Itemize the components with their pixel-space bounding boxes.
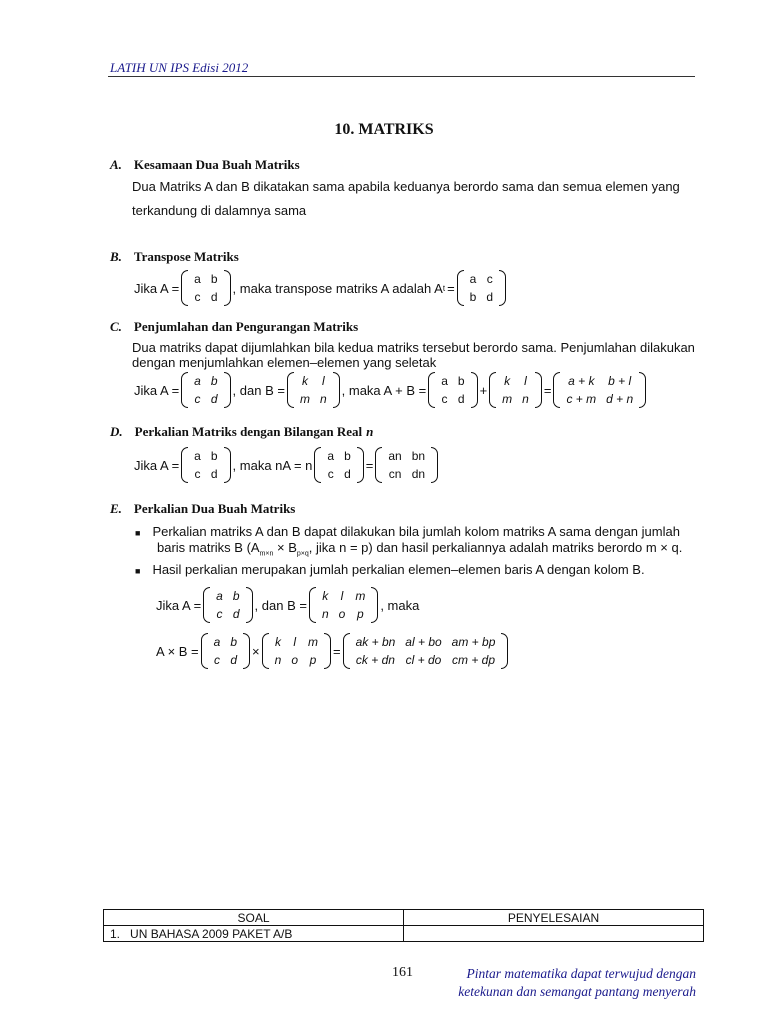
- matrix-cell: a: [194, 272, 201, 286]
- matrix-cell: d: [230, 653, 238, 667]
- matrix: [489, 372, 542, 408]
- matrix-cell: b: [469, 290, 477, 304]
- matrix-cell: d: [457, 392, 465, 406]
- matrix-cell: m: [299, 392, 310, 406]
- matrix-cell: m: [308, 635, 318, 649]
- table-row: [104, 926, 704, 942]
- page-title: 10. MATRIKS: [334, 121, 434, 138]
- matrix: [553, 372, 646, 408]
- matrix-cell: c: [216, 607, 223, 621]
- matrix: [314, 447, 363, 483]
- matrix: [428, 372, 477, 408]
- matrix-cell: c: [214, 653, 220, 667]
- matrix: [309, 587, 378, 623]
- matrix-cell: cl + do: [405, 653, 442, 667]
- matrix-cell: d: [210, 467, 218, 481]
- matrix-cell: b: [232, 589, 240, 603]
- matrix-cell: o: [338, 607, 346, 621]
- matrix-cell: o: [291, 653, 298, 667]
- matrix-cell: cn: [388, 467, 402, 481]
- matrix-cell: b: [457, 374, 465, 388]
- section-d-heading: [110, 423, 373, 441]
- running-header: LATIH UN IPS Edisi 2012: [110, 60, 249, 75]
- matrix: [201, 633, 250, 669]
- matrix-cell: k: [274, 635, 281, 649]
- matrix: [203, 587, 252, 623]
- matrix: [181, 372, 230, 408]
- section-c-text-2: dengan menjumlahkan elemen–elemen yang seletak: [132, 355, 437, 370]
- matrix-cell: n: [522, 392, 529, 406]
- row-text: UN BAHASA 2009 PAKET A/B: [130, 926, 293, 941]
- section-a-text-2: terkandung di dalamnya sama: [132, 203, 307, 218]
- bullet-icon: ■: [135, 528, 141, 538]
- bullet-item: [135, 524, 680, 539]
- matrix: [343, 633, 509, 669]
- row-number: 1.: [110, 926, 121, 941]
- bullet-text: × B: [273, 540, 297, 555]
- matrix-cell: n: [274, 653, 282, 667]
- section-title: Penjumlahan dan Pengurangan Matriks: [133, 319, 359, 334]
- matrix: [181, 270, 230, 306]
- section-title-variable: n: [366, 424, 374, 439]
- section-c-heading: [110, 318, 358, 336]
- column-header-soal: SOAL: [104, 910, 404, 926]
- bullet-icon: ■: [135, 566, 141, 576]
- matrix-cell: c: [194, 290, 201, 304]
- matrix-cell: dn: [411, 467, 426, 481]
- bullet-text: baris matriks B (A: [157, 540, 260, 555]
- transpose-formula: [132, 270, 506, 306]
- section-c-text-1: Dua matriks dapat dijumlahkan bila kedua matriks tersebut berordo sama. Penjumlahan dilakukan: [132, 340, 695, 355]
- matrix-cell: n: [319, 392, 327, 406]
- matrix-cell: d: [486, 290, 494, 304]
- matrix-cell: d + n: [606, 392, 634, 406]
- matrix-cell: an: [388, 449, 402, 463]
- matrix-cell: b: [210, 374, 218, 388]
- matrix-cell: a: [216, 589, 223, 603]
- soal-table: [103, 909, 704, 942]
- matrix-cell: b: [230, 635, 238, 649]
- matrix-cell: d: [210, 392, 218, 406]
- table-cell: [104, 926, 404, 942]
- equals-sign: =: [365, 457, 374, 473]
- matrix-cell: bn: [411, 449, 426, 463]
- equals-sign: =: [333, 643, 341, 659]
- matrix-cell: l: [321, 374, 325, 388]
- times-sign: ×: [252, 643, 260, 659]
- formula-text: , maka transpose matriks A adalah A: [232, 280, 443, 296]
- table-header-row: [104, 910, 704, 926]
- bullet-text: Hasil perkalian merupakan jumlah perkalian elemen–elemen baris A dengan kolom B.: [152, 562, 645, 577]
- formula-text: Jika A =: [134, 280, 180, 296]
- matrix-cell: l: [524, 374, 527, 388]
- matrix-cell: d: [210, 290, 218, 304]
- page-number: 161: [392, 965, 413, 980]
- section-letter: E.: [110, 501, 122, 516]
- matrix-cell: a + k: [568, 374, 595, 388]
- matrix-cell: ak + bn: [355, 635, 396, 649]
- matrix-cell: m: [502, 392, 513, 406]
- matrix-cell: ck + dn: [355, 653, 395, 667]
- matrix-cell: p: [356, 607, 364, 621]
- matrix: [287, 372, 340, 408]
- matrix-cell: p: [309, 653, 317, 667]
- matrix-cell: c: [194, 467, 201, 481]
- footer-line: Pintar matematika dapat terwujud dengan: [466, 966, 696, 981]
- matrix-cell: c + m: [566, 392, 597, 406]
- matrix-cell: a: [441, 374, 448, 388]
- header-rule: [108, 76, 695, 77]
- column-header-penyelesaian: PENYELESAIAN: [404, 910, 704, 926]
- subscript: m×n: [259, 550, 274, 558]
- matrix-cell: b + l: [608, 374, 632, 388]
- footer-motto: [428, 965, 696, 1001]
- addition-formula: [132, 372, 646, 408]
- matrix-cell: d: [232, 607, 240, 621]
- section-a-text-1: Dua Matriks A dan B dikatakan sama apabila keduanya berordo sama dan semua elemen yang: [132, 179, 680, 194]
- section-letter: A.: [110, 157, 122, 172]
- formula-text: , maka A + B =: [341, 382, 427, 398]
- formula-text: Jika A =: [134, 457, 180, 473]
- footer-line: ketekunan dan semangat pantang menyerah: [458, 984, 696, 999]
- plus-sign: +: [479, 382, 488, 398]
- section-title: Kesamaan Dua Buah Matriks: [133, 157, 300, 172]
- matrix-cell: k: [504, 374, 511, 388]
- section-b-heading: [110, 248, 239, 266]
- matrix-cell: k: [301, 374, 308, 388]
- matrix-cell: c: [327, 467, 334, 481]
- formula-text: , maka nA = n: [232, 457, 313, 473]
- matrix-cell: a: [469, 272, 477, 286]
- section-a-heading: [110, 156, 300, 174]
- matrix-cell: cm + dp: [452, 653, 496, 667]
- matrix-cell: m: [355, 589, 366, 603]
- matrix: [457, 270, 506, 306]
- formula-text: , dan B =: [254, 597, 307, 613]
- matrix-cell: a: [194, 374, 201, 388]
- equals-sign: =: [543, 382, 552, 398]
- section-title: Perkalian Dua Buah Matriks: [133, 501, 296, 516]
- matrix-cell: b: [210, 272, 218, 286]
- formula-text: Jika A =: [134, 382, 180, 398]
- bullet-text: Perkalian matriks A dan B dapat dilakukan bila jumlah kolom matriks A sama dengan jumlah: [152, 524, 680, 539]
- formula-text: Jika A =: [156, 597, 202, 613]
- matrix-cell: a: [194, 449, 201, 463]
- section-title: Transpose Matriks: [133, 249, 239, 264]
- scalar-formula: [132, 447, 438, 483]
- section-letter: B.: [110, 249, 122, 264]
- section-letter: C.: [110, 319, 122, 334]
- product-formula: [154, 633, 508, 669]
- bullet-item: [135, 562, 645, 577]
- matrix-cell: b: [344, 449, 351, 463]
- matrix-cell: c: [441, 392, 448, 406]
- matrix-cell: k: [322, 589, 329, 603]
- superscript: t: [442, 283, 446, 293]
- bullet-text: , jika n = p) dan hasil perkaliannya adalah matriks berordo m × q.: [308, 540, 683, 555]
- matrix: [181, 447, 230, 483]
- matrix-cell: al + bo: [405, 635, 442, 649]
- matrix-cell: b: [210, 449, 218, 463]
- formula-text: A × B =: [156, 643, 199, 659]
- formula-text: , maka: [380, 597, 420, 613]
- bullet-item-cont: [157, 540, 682, 558]
- subscript: p×q: [296, 550, 309, 558]
- formula-text: , dan B =: [232, 382, 285, 398]
- matrix-cell: a: [213, 635, 221, 649]
- matrix-cell: l: [340, 589, 344, 603]
- table-cell: [404, 926, 704, 942]
- matrix-cell: am + bp: [451, 635, 496, 649]
- matrix-cell: l: [293, 635, 296, 649]
- section-title: Perkalian Matriks dengan Bilangan Real: [134, 424, 363, 439]
- matrix: [375, 447, 438, 483]
- matrix-cell: c: [486, 272, 493, 286]
- matrix-cell: n: [321, 607, 329, 621]
- matrix-cell: a: [327, 449, 335, 463]
- section-letter: D.: [110, 424, 123, 439]
- matrix-cell: c: [194, 392, 201, 406]
- matrix: [262, 633, 331, 669]
- product-setup-formula: [154, 587, 421, 623]
- equals-sign: =: [447, 280, 455, 296]
- matrix-cell: d: [344, 467, 351, 481]
- section-e-heading: [110, 500, 295, 518]
